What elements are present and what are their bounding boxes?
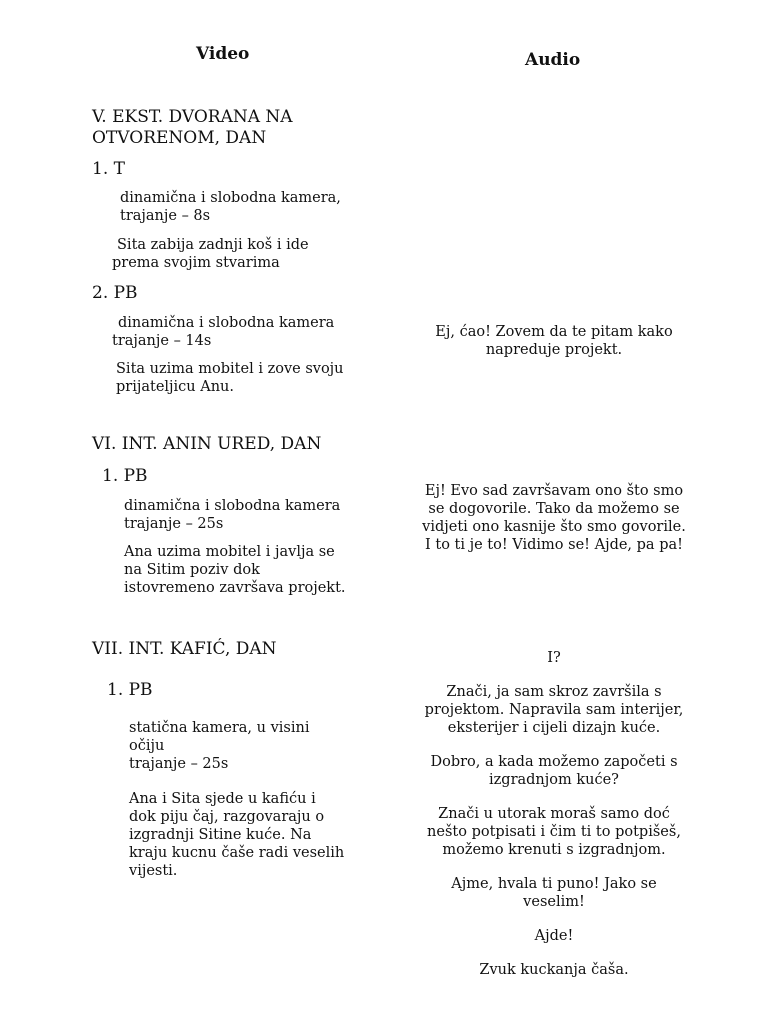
shot-camera-description — [124, 497, 340, 533]
shot-label: 1. PB — [102, 466, 148, 486]
shot-camera-description — [120, 189, 341, 225]
shot-action-description — [124, 543, 346, 597]
shot-label: 1. T — [92, 159, 125, 179]
text-line: Sita uzima mobitel i zove svoju — [116, 361, 344, 377]
text-line: trajanje – 8s — [120, 208, 211, 224]
text-line: vijesti. — [129, 863, 178, 879]
scene-heading-line: OTVORENOM, DAN — [92, 128, 267, 148]
text-line: prijateljicu Anu. — [116, 379, 234, 395]
text-line: kraju kucnu čaše radi veselih — [129, 845, 345, 861]
text-line: Ana i Sita sjede u kafiću i — [129, 791, 316, 807]
text-line: prema svojim stvarima — [112, 255, 280, 271]
text-line: Ej! Evo sad završavam ono što smo — [424, 483, 684, 499]
text-line: dinamična i slobodna kamera, — [120, 190, 341, 206]
text-line: Znači, ja sam skroz završila s — [446, 684, 662, 700]
text-line: Sita zabija zadnji koš i ide — [117, 237, 309, 253]
text-line: trajanje – 14s — [112, 333, 212, 349]
shot-action-description — [112, 236, 309, 272]
scene-heading: VII. INT. KAFIĆ, DAN — [92, 639, 277, 659]
video-column-header: Video — [196, 44, 250, 64]
audio-column-header: Audio — [525, 50, 581, 70]
shot-label: 1. PB — [107, 680, 153, 700]
text-line: izgradnjom kuće? — [489, 772, 619, 788]
shot-camera-description — [112, 314, 334, 350]
text-line: se dogovorile. Tako da možemo se — [428, 501, 680, 517]
text-line: istovremeno završava projekt. — [124, 580, 346, 596]
audio-dialogue — [404, 649, 704, 979]
text-line: dok piju čaj, razgovaraju o — [129, 809, 325, 825]
scene-heading: VI. INT. ANIN URED, DAN — [92, 434, 322, 454]
text-line: vidjeti ono kasnije što smo govorile. — [422, 519, 686, 535]
scene-heading — [92, 107, 293, 149]
text-line: Ajde! — [534, 928, 574, 944]
text-line: projektom. Napravila sam interijer, — [424, 702, 684, 718]
text-line: I to ti je to! Vidimo se! Ajde, pa pa! — [425, 537, 683, 553]
text-line: dinamična i slobodna kamera — [118, 315, 335, 331]
text-line: dinamična i slobodna kamera — [124, 498, 341, 514]
shot-label: 2. PB — [92, 283, 138, 303]
text-line: napreduje projekt. — [485, 342, 623, 358]
text-line: trajanje – 25s — [129, 756, 229, 772]
text-line: na Sitim poziv dok — [124, 562, 260, 578]
text-line: Ajme, hvala ti puno! Jako se — [451, 876, 657, 892]
text-line: možemo krenuti s izgradnjom. — [442, 842, 666, 858]
shot-action-description — [116, 360, 344, 396]
audio-dialogue — [404, 323, 704, 359]
text-line: izgradnji Sitine kuće. Na — [129, 827, 312, 843]
text-line: nešto potpisati i čim ti to potpišeš, — [427, 824, 681, 840]
text-line: Zvuk kuckanja čaša. — [479, 962, 629, 978]
shot-action-description — [129, 790, 344, 880]
text-line: trajanje – 25s — [124, 516, 224, 532]
text-line: statična kamera, u visini — [129, 720, 310, 736]
text-line: Ana uzima mobitel i javlja se — [124, 544, 335, 560]
text-line: eksterijer i cijeli dizajn kuće. — [447, 720, 661, 736]
text-line: veselim! — [523, 894, 585, 910]
shot-camera-description — [129, 719, 309, 773]
text-line: Znači u utorak moraš samo doć — [438, 806, 670, 822]
scene-heading-line: V. EKST. DVORANA NA — [92, 107, 293, 127]
text-line: I? — [547, 650, 561, 666]
text-line: Dobro, a kada možemo započeti s — [430, 754, 678, 770]
audio-dialogue — [404, 482, 704, 554]
text-line: očiju — [129, 738, 165, 754]
text-line: Ej, ćao! Zovem da te pitam kako — [435, 324, 673, 340]
